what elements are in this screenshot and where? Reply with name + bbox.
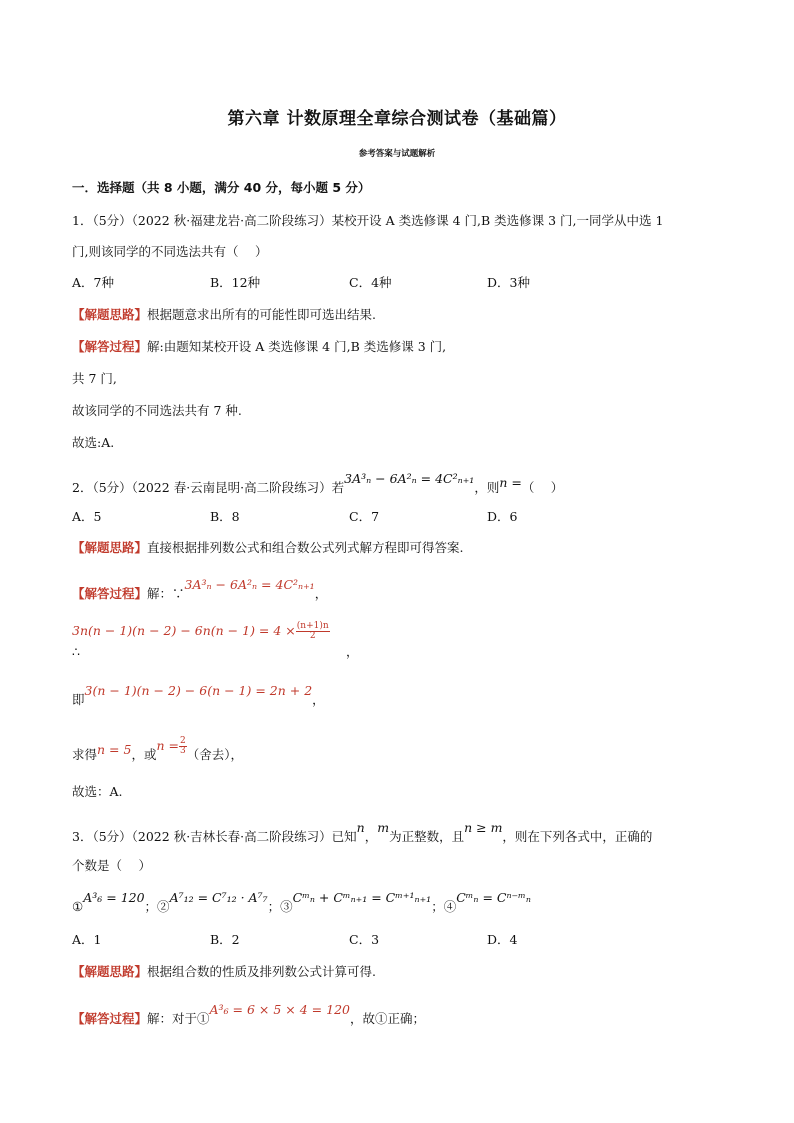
q1-thinking <box>72 305 376 323</box>
q1-stem-line1: 1．（5分）（2022 秋·福建龙岩·高二阶段练习）某校开设 A 类选修课 4 门,B 类选修课 3 门,一同学从中选 1 <box>72 213 664 228</box>
q2-step2-denominator: 2 <box>309 631 316 641</box>
q3-option-d: D．4 <box>487 932 518 947</box>
q3-process-tag: 【解答过程】 <box>72 1011 148 1026</box>
q3-option-a: A．1 <box>72 932 102 947</box>
q2-option-a: A．5 <box>72 509 102 524</box>
q2-option-d: D．6 <box>487 509 518 524</box>
q1-process-text-2: 共 7 门, <box>72 371 117 386</box>
q3-stem-prefix: 3．（5分）（2022 秋·吉林长春·高二阶段练习）已知 <box>72 829 357 844</box>
q2-step2-fraction <box>296 622 330 641</box>
q3-thinking <box>72 962 376 980</box>
q3-process-suffix: ，故①正确； <box>349 1011 425 1026</box>
q2-step4-denominator: 3 <box>179 746 186 756</box>
q2-step4-numerator: 2 <box>179 736 186 746</box>
q2-step1-equation: 3A³ₙ − 6A²ₙ = 4C²ₙ₊₁ <box>184 577 315 592</box>
document-title: 第六章 计数原理全章综合测试卷（基础篇） <box>227 109 567 129</box>
q2-process-step3 <box>72 683 325 708</box>
q1-option-d: D．3种 <box>487 275 530 290</box>
q2-step4-suffix: （舍去）， <box>186 747 243 762</box>
q3-option-b: B．2 <box>210 932 240 947</box>
q2-stem-suffix: （ ） <box>521 480 564 495</box>
q3-item1-mark: ① <box>72 899 84 914</box>
q2-step3-pre: 即 <box>72 692 85 707</box>
q2-step4-eq1: n = 5 <box>97 742 132 757</box>
q3-process <box>72 1002 425 1027</box>
q2-option-c: C．7 <box>349 509 380 524</box>
q1-thinking-text: 根据题意求出所有的可能性即可选出结果. <box>147 307 376 322</box>
q3-stem-mid1: 为正整数，且 <box>389 829 465 844</box>
q2-thinking-text: 直接根据排列数公式和组合数公式列式解方程即可得答案. <box>147 540 464 555</box>
q2-process-step2 <box>72 622 330 641</box>
q1-option-a: A．7种 <box>72 275 114 290</box>
q2-answer: 故选：A. <box>72 784 123 799</box>
q2-step1-comma: ， <box>314 586 328 601</box>
q1-stem-line2: 门,则该同学的不同选法共有（ ） <box>72 244 268 259</box>
q2-stem-n: n = <box>499 475 522 490</box>
q1-thinking-tag: 【解题思路】 <box>72 307 148 322</box>
document-subtitle: 参考答案与试题解析 <box>358 149 436 159</box>
q2-step3-comma: ， <box>312 692 325 707</box>
q1-option-c: C．4种 <box>349 275 392 290</box>
q3-process-equation: A³₆ = 6 × 5 × 4 = 120 <box>209 1002 350 1017</box>
q3-stem-mid2: ，则在下列各式中，正确的 <box>502 829 653 844</box>
q2-process-tag: 【解答过程】 <box>72 586 148 601</box>
q2-process-step4 <box>72 736 243 765</box>
q3-item3-mark: ；③ <box>267 899 293 914</box>
q2-stem-equation: 3A³ₙ − 6A²ₙ = 4C²ₙ₊₁ <box>344 471 475 486</box>
q1-answer: 故选:A. <box>72 435 115 450</box>
q2-thinking-tag: 【解题思路】 <box>72 540 148 555</box>
section-heading: 一．选择题（共 8 小题，满分 40 分，每小题 5 分） <box>72 180 371 195</box>
q2-step2-symbol: ∴ <box>72 644 80 659</box>
q3-option-c: C．3 <box>349 932 380 947</box>
q2-stem <box>72 471 564 496</box>
q3-item4-mark: ；④ <box>431 899 457 914</box>
q2-thinking <box>72 538 464 556</box>
q3-item1: A³₆ = 120 <box>83 890 145 905</box>
q3-thinking-text: 根据组合数的性质及排列数公式计算可得. <box>147 964 376 979</box>
q2-process-step1 <box>72 577 328 602</box>
q3-condition: n ≥ m <box>464 820 503 835</box>
q3-var-n: n <box>356 820 365 835</box>
q1-process-text-1: 解:由题知某校开设 A 类选修课 4 门,B 类选修课 3 门, <box>147 339 447 354</box>
q2-step4-pre: 求得 <box>72 747 98 762</box>
q3-var-m: m <box>377 820 390 835</box>
q2-step2-comma: ， <box>345 644 359 659</box>
q3-item4: Cᵐₙ = Cⁿ⁻ᵐₙ <box>456 890 531 905</box>
q2-step4-eq2: n = <box>156 738 179 753</box>
q1-process-text-3: 故该同学的不同选法共有 7 种. <box>72 403 242 418</box>
q2-step2-numerator: (n+1)n <box>296 621 329 631</box>
q3-item3: Cᵐₙ + Cᵐₙ₊₁ = Cᵐ⁺¹ₙ₊₁ <box>292 890 432 905</box>
q1-option-b: B．12种 <box>210 275 261 290</box>
q3-stem-line2: 个数是（ ） <box>72 858 151 873</box>
q3-stem-line1: 3．（5分）（2022 秋·吉林长春·高二阶段练习）已知n，m为正整数，且n ≥ m，则在下列各式中，正确的 <box>72 820 653 844</box>
q1-process-tag: 【解答过程】 <box>72 339 148 354</box>
q2-option-b: B．8 <box>210 509 240 524</box>
q3-item2: A⁷₁₂ = C⁷₁₂ · A⁷₇ <box>169 890 268 905</box>
q3-process-pre: 解：对于① <box>147 1011 210 1026</box>
q3-items <box>72 890 531 915</box>
q2-stem-prefix: 2．（5分）（2022 春·云南昆明·高二阶段练习）若 <box>72 480 345 495</box>
q1-process <box>72 337 446 355</box>
q2-process-pre: 解：∵ <box>147 586 185 601</box>
q3-item2-mark: ；② <box>144 899 170 914</box>
q2-step2-equation: 3n(n − 1)(n − 2) − 6n(n − 1) = 4 × <box>72 623 296 638</box>
q2-step4-mid: ，或 <box>131 747 157 762</box>
q3-thinking-tag: 【解题思路】 <box>72 964 148 979</box>
q2-step3-equation: 3(n − 1)(n − 2) − 6(n − 1) = 2n + 2 <box>84 683 313 698</box>
q2-stem-mid: ，则 <box>474 480 500 495</box>
q2-step4-fraction <box>179 737 187 756</box>
q2-step2-therefore <box>72 642 359 660</box>
